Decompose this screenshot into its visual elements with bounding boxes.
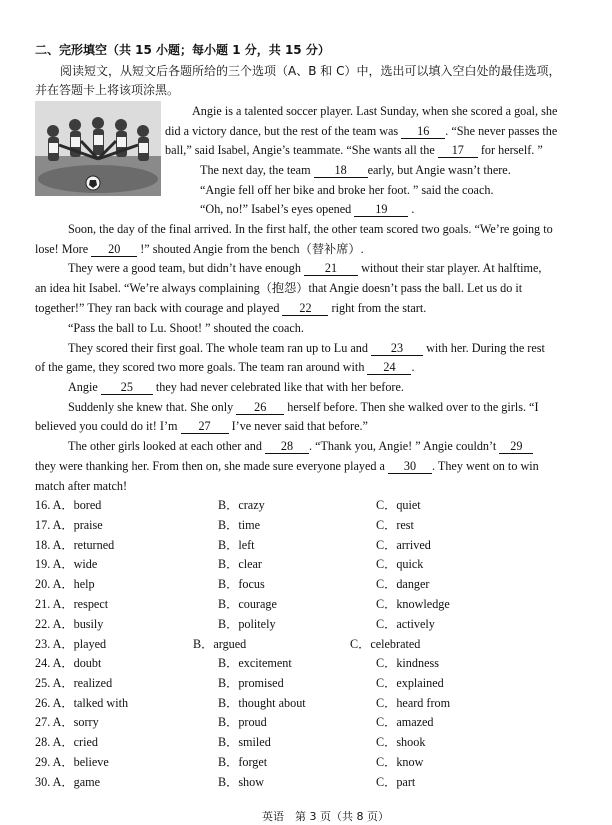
option-a[interactable]: sorry [73, 715, 99, 729]
option-a[interactable]: bored [73, 498, 102, 512]
question-22: 22. A．busily [35, 617, 104, 631]
question-28: 28. A．cried [35, 735, 98, 749]
option-b[interactable]: B．politely [218, 617, 276, 631]
blank-20[interactable]: 20 [91, 243, 137, 257]
option-b[interactable]: B．clear [218, 557, 262, 571]
passage-line: together!” They ran back with courage and played 22 right from the start. [35, 301, 427, 315]
soccer-team-photo [35, 101, 161, 196]
option-c[interactable]: C．danger [376, 577, 430, 591]
option-a[interactable]: wide [73, 557, 98, 571]
passage-line: The next day, the team 18 early, but Angie wasn’t there. [200, 163, 511, 177]
option-c[interactable]: C．part [376, 775, 416, 789]
option-c[interactable]: C．amazed [376, 715, 434, 729]
option-a[interactable]: help [73, 577, 95, 591]
option-b[interactable]: B．excitement [218, 656, 292, 670]
passage-line: They were a good team, but didn’t have enough 21 without their star player. At halftime, [68, 261, 542, 275]
question-18: 18. A．returned [35, 538, 115, 552]
option-c[interactable]: C．explained [376, 676, 444, 690]
blank-27[interactable]: 27 [181, 420, 229, 434]
passage-line: ball,” said Isabel, Angie’s teammate. “She wants all the 17 for herself. ” [165, 143, 543, 157]
blank-18[interactable]: 18 [314, 164, 368, 178]
option-c[interactable]: C．actively [376, 617, 435, 631]
option-b[interactable]: B．promised [218, 676, 284, 690]
question-19: 19. A．wide [35, 557, 98, 571]
blank-24[interactable]: 24 [367, 361, 411, 375]
instruction-line-1: 阅读短文，从短文后各题所给的三个选项（A、B 和 C）中，选出可以填入空白处的最佳选项， [60, 64, 561, 78]
passage-line: The other girls looked at each other and 28 . “Thank you, Angie! ” Angie couldn’t 29 [68, 438, 533, 454]
page-footer: 英语 第 3 页（共 8 页） [262, 810, 389, 823]
option-c[interactable]: C．rest [376, 518, 414, 532]
passage-line: lose! More 20 !” shouted Angie from the bench（替补席）. [35, 242, 364, 256]
option-a[interactable]: doubt [73, 656, 102, 670]
passage-line: “Angie fell off her bike and broke her foot. ” said the coach. [200, 183, 494, 197]
option-b[interactable]: B．forget [218, 755, 268, 769]
passage-line: believed you could do it! I’m 27 I’ve never said that before.” [35, 419, 368, 433]
passage-line: of the game, they scored two more goals. The team ran around with 24 . [35, 360, 415, 374]
option-c[interactable]: C．celebrated [350, 637, 421, 651]
option-b[interactable]: B．smiled [218, 735, 271, 749]
option-b[interactable]: B．focus [218, 577, 265, 591]
option-c[interactable]: C．know [376, 755, 424, 769]
option-b[interactable]: B．argued [193, 637, 247, 651]
blank-29[interactable]: 29 [499, 440, 533, 454]
instruction-line-2: 并在答题卡上将该项涂黑。 [35, 83, 180, 97]
blank-23[interactable]: 23 [371, 342, 423, 356]
passage-line: match after match! [35, 479, 128, 493]
option-c[interactable]: C．shook [376, 735, 426, 749]
section-heading: 二、完形填空（共 15 小题；每小题 1 分，共 15 分） [35, 43, 330, 57]
option-a[interactable]: talked with [73, 696, 129, 710]
option-c[interactable]: C．kindness [376, 656, 439, 670]
question-29: 29. A．believe [35, 755, 109, 769]
option-a[interactable]: believe [73, 755, 109, 769]
passage-line: They scored their first goal. The whole team ran up to Lu and 23 with her. During the rest [68, 341, 545, 355]
question-26: 26. A．talked with [35, 696, 129, 710]
passage-line: “Pass the ball to Lu. Shoot! ” shouted the coach. [68, 321, 304, 335]
option-a[interactable]: played [73, 637, 107, 651]
question-16: 16. A．bored [35, 498, 102, 512]
question-30: 30. A．game [35, 775, 101, 789]
question-27: 27. A．sorry [35, 715, 99, 729]
passage-line: Suddenly she knew that. She only 26 herself before. Then she walked over to the girls. “I [68, 400, 539, 414]
blank-17[interactable]: 17 [438, 144, 478, 158]
blank-16[interactable]: 16 [401, 125, 445, 139]
blank-30[interactable]: 30 [388, 460, 432, 474]
passage-line: did a victory dance, but the rest of the team was 16 . “She never passes the [165, 124, 558, 138]
passage-line: Angie 25 they had never celebrated like that with her before. [68, 380, 404, 394]
option-b[interactable]: B．time [218, 518, 260, 532]
option-a[interactable]: cried [73, 735, 98, 749]
option-b[interactable]: B．proud [218, 715, 267, 729]
option-a[interactable]: realized [73, 676, 113, 690]
passage-line: they were thanking her. From then on, she made sure everyone played a 30 . They went on to win [35, 459, 539, 473]
option-a[interactable]: busily [73, 617, 104, 631]
blank-21[interactable]: 21 [304, 262, 358, 276]
passage-line: an idea hit Isabel. “We’re always complaining（抱怨）that Angie doesn’t pass the ball. Let us do it [35, 281, 523, 295]
blank-22[interactable]: 22 [282, 302, 328, 316]
option-b[interactable]: B．thought about [218, 696, 306, 710]
question-25: 25. A．realized [35, 676, 113, 690]
team-huddle-illustration [35, 101, 161, 196]
option-b[interactable]: B．courage [218, 597, 277, 611]
option-c[interactable]: C．heard from [376, 696, 451, 710]
option-c[interactable]: C．quiet [376, 498, 421, 512]
blank-19[interactable]: 19 [354, 203, 408, 217]
question-17: 17. A．praise [35, 518, 103, 532]
option-a[interactable]: respect [73, 597, 109, 611]
passage-line: “Oh, no!” Isabel’s eyes opened 19 . [200, 202, 415, 216]
option-b[interactable]: B．show [218, 775, 265, 789]
option-b[interactable]: B．left [218, 538, 255, 552]
option-a[interactable]: praise [73, 518, 103, 532]
option-c[interactable]: C．quick [376, 557, 424, 571]
option-b[interactable]: B．crazy [218, 498, 265, 512]
blank-25[interactable]: 25 [101, 381, 153, 395]
question-21: 21. A．respect [35, 597, 109, 611]
question-23: 23. A．played [35, 637, 107, 651]
option-c[interactable]: C．knowledge [376, 597, 450, 611]
passage-line: Angie is a talented soccer player. Last Sunday, when she scored a goal, she [192, 104, 558, 118]
blank-28[interactable]: 28 [265, 440, 309, 454]
option-a[interactable]: returned [73, 538, 115, 552]
passage-line: Soon, the day of the final arrived. In the first half, the other team scored two goals. “We’re going to [68, 222, 553, 236]
question-20: 20. A．help [35, 577, 95, 591]
blank-26[interactable]: 26 [236, 401, 284, 415]
question-24: 24. A．doubt [35, 656, 102, 670]
option-a[interactable]: game [73, 775, 101, 789]
option-c[interactable]: C．arrived [376, 538, 431, 552]
